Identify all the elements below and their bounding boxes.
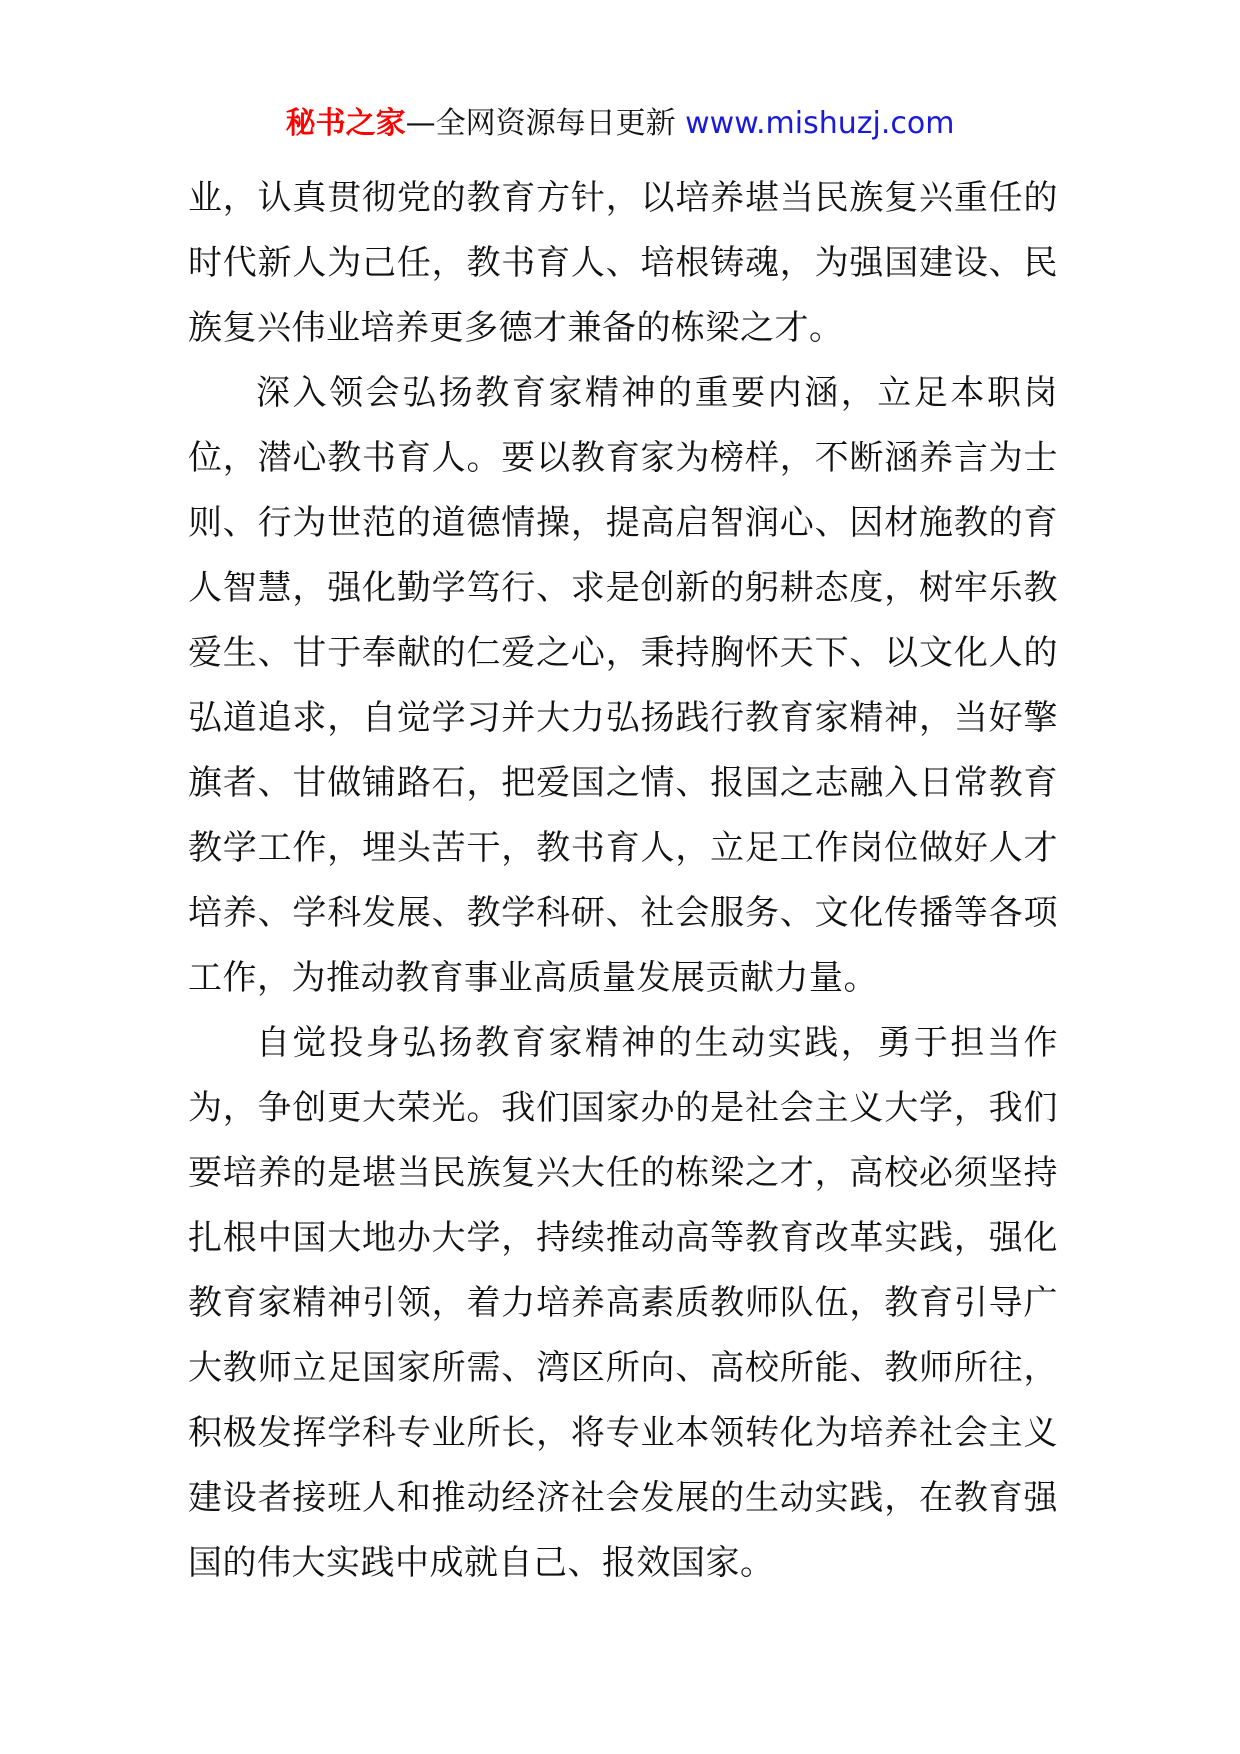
brand-name: 秘书之家 [285,106,406,141]
document-body [188,166,1058,1596]
site-url-link[interactable]: www.mishuzj.com [685,106,955,141]
paragraph: 自觉投身弘扬教育家精神的生动实践，勇于担当作为，争创更大荣光。我们国家办的是社会主义大学，我们要培养的是堪当民族复兴大任的栋梁之才，高校必须坚持扎根中国大地办大学，持续推动高等教育改革实践，强化教育家精神引领，着力培养高素质教师队伍，教育引导广大教师立足国家所需、湾区所向、高校所能、教师所往，积极发挥学科专业所长，将专业本领转化为培养社会主义建设者接班人和推动经济社会发展的生动实践，在教育强国的伟大实践中成就自己、报效国家。 [188,1023,1058,1583]
page-header [0,102,1240,146]
paragraph-continued: 业，认真贯彻党的教育方针，以培养堪当民族复兴重任的时代新人为己任，教书育人、培根铸魂，为强国建设、民族复兴伟业培养更多德才兼备的栋梁之才。 [188,178,1058,348]
paragraph: 深入领会弘扬教育家精神的重要内涵，立足本职岗位，潜心教书育人。要以教育家为榜样，不断涵养言为士则、行为世范的道德情操，提高启智润心、因材施教的育人智慧，强化勤学笃行、求是创新的躬耕态度，树牢乐教爱生、甘于奉献的仁爱之心，秉持胸怀天下、以文化人的弘道追求，自觉学习并大力弘扬践行教育家精神，当好擎旗者、甘做铺路石，把爱国之情、报国之志融入日常教育教学工作，埋头苦干，教书育人，立足工作岗位做好人才培养、学科发展、教学科研、社会服务、文化传播等各项工作，为推动教育事业高质量发展贡献力量。 [188,373,1058,998]
header-tagline: —全网资源每日更新 [405,106,676,141]
